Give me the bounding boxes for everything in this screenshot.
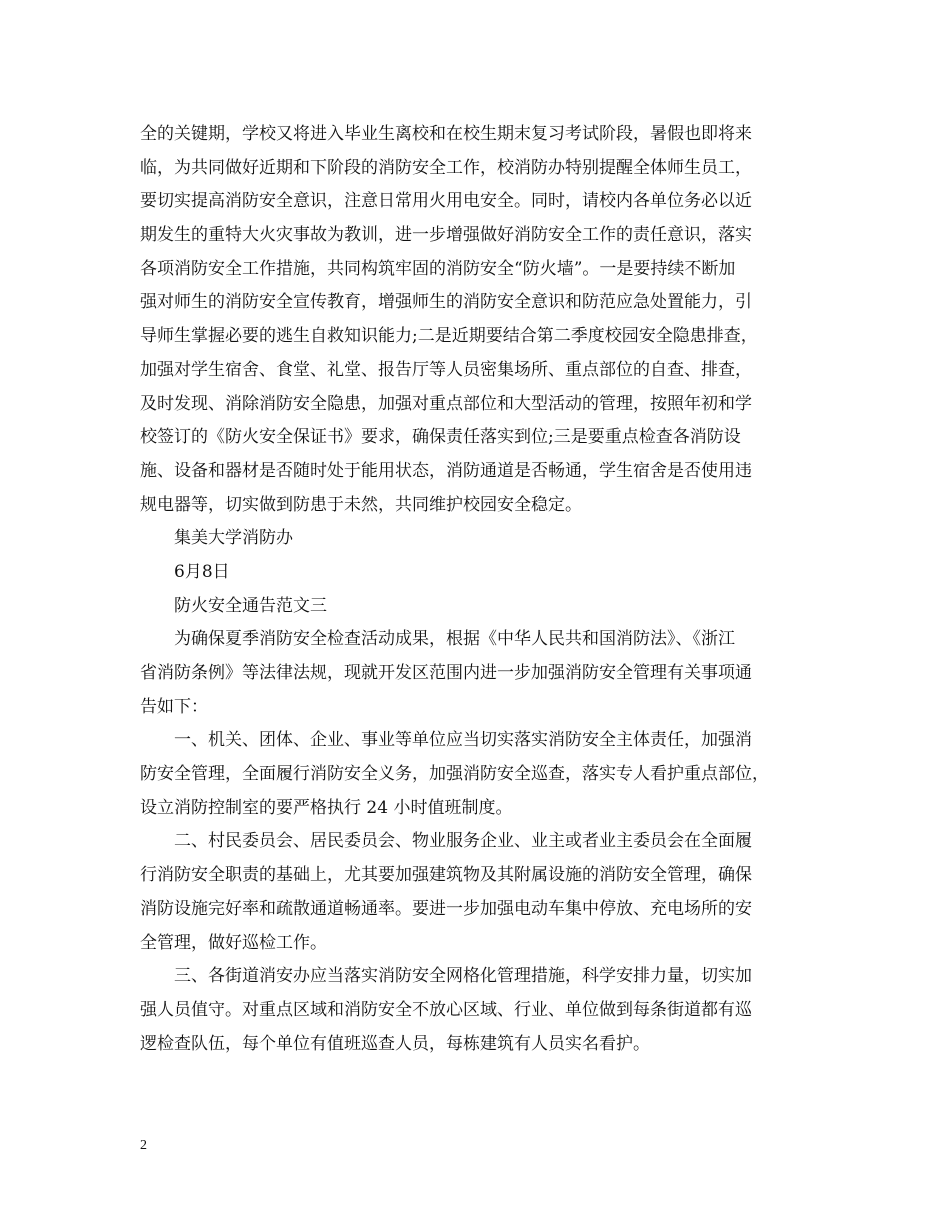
text-line: 各项消防安全工作措施，共同构筑牢固的消防安全“防火墙”。一是要持续不断加 bbox=[140, 258, 736, 279]
text-line: 防火安全通告范文三 bbox=[174, 595, 327, 616]
text-line: 告如下： bbox=[140, 696, 208, 717]
text-line: 及时发现、消除消防安全隐患，加强对重点部位和大型活动的管理，按照年初和学 bbox=[140, 393, 752, 414]
text-line: 防安全管理，全面履行消防安全义务，加强消防安全巡查，落实专人看护重点部位， bbox=[140, 764, 769, 785]
text-line: 集美大学消防办 bbox=[174, 528, 293, 549]
text-line: 逻检查队伍，每个单位有值班巡查人员，每栋建筑有人员实名看护。 bbox=[140, 1033, 650, 1054]
text-line: 校签订的《防火安全保证书》要求，确保责任落实到位;三是要重点检查各消防设 bbox=[140, 427, 741, 448]
text-line: 全管理，做好巡检工作。 bbox=[140, 932, 327, 953]
text-line: 规电器等，切实做到防患于未然，共同维护校园安全稳定。 bbox=[140, 494, 582, 515]
text-line: 施、设备和器材是否随时处于能用状态，消防通道是否畅通，学生宿舍是否使用违 bbox=[140, 460, 752, 481]
text-line: 消防设施完好率和疏散通道畅通率。要进一步加强电动车集中停放、充电场所的安 bbox=[140, 898, 752, 919]
page-number: 2 bbox=[140, 1138, 147, 1153]
text-line: 行消防安全职责的基础上，尤其要加强建筑物及其附属设施的消防安全管理，确保 bbox=[140, 865, 752, 886]
text-line: 加强对学生宿舍、食堂、礼堂、报告厅等人员密集场所、重点部位的自查、排查， bbox=[140, 359, 752, 380]
text-line: 6月8日 bbox=[174, 561, 230, 582]
text-line: 全的关键期，学校又将进入毕业生离校和在校生期末复习考试阶段，暑假也即将来 bbox=[140, 124, 752, 144]
text-line: 强对师生的消防安全宣传教育，增强师生的消防安全意识和防范应急处置能力，引 bbox=[140, 292, 752, 313]
text-line: 三、各街道消安办应当落实消防安全网格化管理措施，科学安排力量，切实加 bbox=[174, 966, 752, 987]
text-line: 二、村民委员会、居民委员会、物业服务企业、业主或者业主委员会在全面履 bbox=[174, 831, 752, 852]
text-line: 设立消防控制室的要严格执行 24 小时值班制度。 bbox=[140, 797, 513, 818]
text-line: 临，为共同做好近期和下阶段的消防安全工作，校消防办特别提醒全体师生员工， bbox=[140, 157, 752, 178]
text-line: 要切实提高消防安全意识，注意日常用火用电安全。同时，请校内各单位务必以近 bbox=[140, 191, 752, 212]
text-line: 为确保夏季消防安全检查活动成果，根据《中华人民共和国消防法》、《浙江 bbox=[174, 629, 735, 650]
text-line: 强人员值守。对重点区域和消防安全不放心区域、行业、单位做到每条街道都有巡 bbox=[140, 999, 752, 1020]
text-line: 期发生的重特大火灾事故为教训，进一步增强做好消防安全工作的责任意识，落实 bbox=[140, 225, 752, 246]
text-line: 一、机关、团体、企业、事业等单位应当切实落实消防安全主体责任，加强消 bbox=[174, 730, 752, 751]
text-line: 省消防条例》等法律法规，现就开发区范围内进一步加强消防安全管理有关事项通 bbox=[140, 663, 752, 683]
document-body bbox=[140, 118, 830, 1061]
text-line: 导师生掌握必要的逃生自救知识能力;二是近期要结合第二季度校园安全隐患排查， bbox=[140, 326, 758, 347]
